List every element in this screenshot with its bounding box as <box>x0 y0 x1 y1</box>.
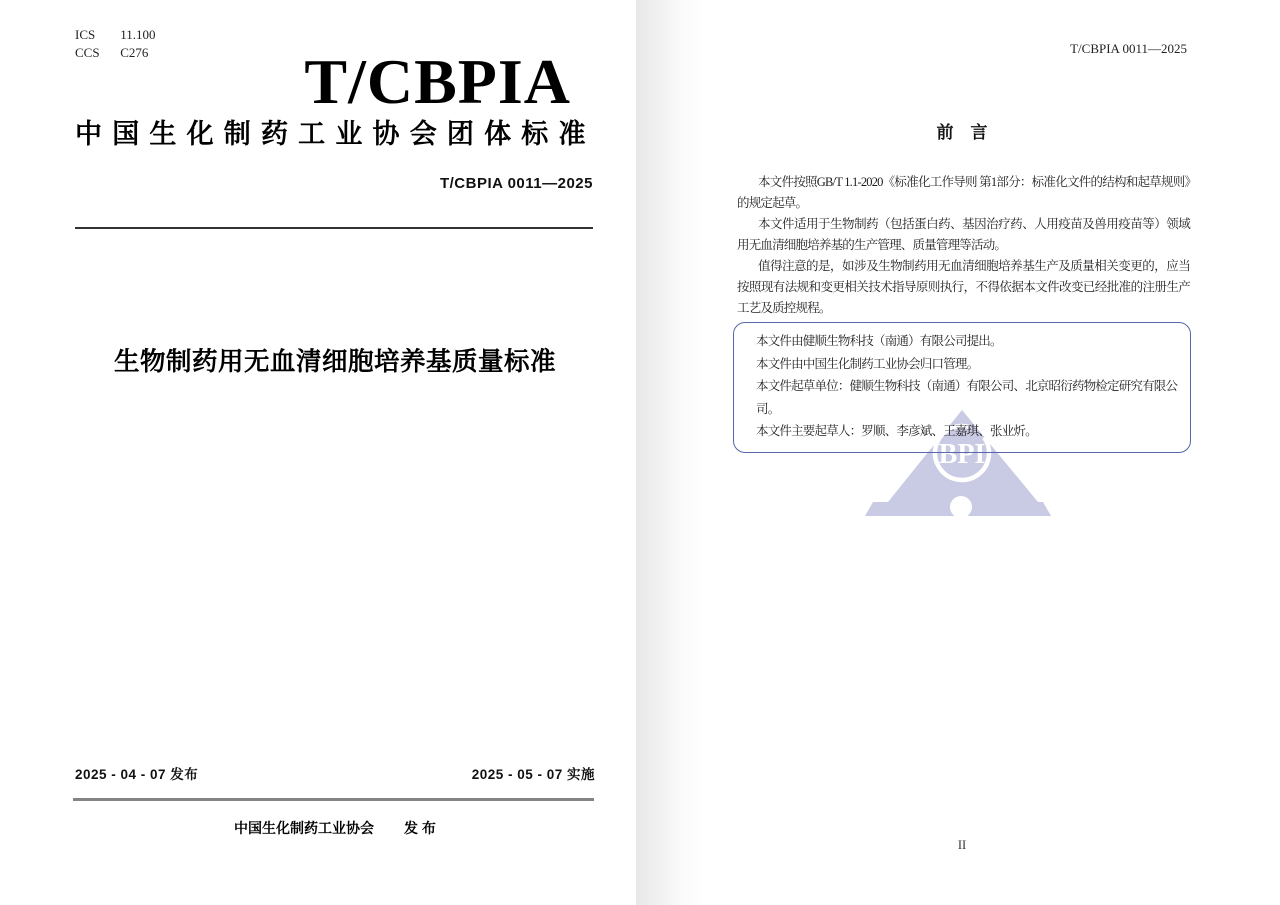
foreword-paragraph: 本文件按照GB/T 1.1-2020《标准化工作导则 第1部分：标准化文件的结构和起草规则》的规定起草。 <box>737 175 1190 210</box>
ics-value: 11.100 <box>120 27 156 42</box>
watermark-text: BPI <box>938 439 986 470</box>
publisher-name: 中国生化制药工业协会 <box>234 820 375 836</box>
foreword-body <box>737 172 1190 319</box>
foreword-heading: 前 言 <box>936 123 988 142</box>
foreword-paragraph: 本文件适用于生物制药（包括蛋白药、基因治疗药、人用疫苗及兽用疫苗等）领域用无血清细胞培养基的生产管理、质量管理等活动。 <box>737 217 1190 252</box>
cover-header-rule <box>75 227 593 229</box>
association-standard-name: 中国生化制药工业协会团体标准 <box>75 119 595 149</box>
attribution-box <box>733 322 1191 453</box>
standard-number-cover: T/CBPIA 0011—2025 <box>439 175 593 192</box>
ics-label: ICS <box>75 27 96 42</box>
attribution-line: 本文件由中国生化制药工业协会归口管理。 <box>756 356 979 371</box>
cover-page <box>0 0 636 905</box>
standard-title: 生物制药用无血清细胞培养基质量标准 <box>113 348 556 376</box>
standard-number-header: T/CBPIA 0011—2025 <box>1070 41 1187 56</box>
ics-code-row <box>75 26 156 44</box>
issue-date: 2025 - 04 - 07 发布 <box>75 767 199 782</box>
foreword-page <box>704 0 1280 905</box>
publish-label: 发 布 <box>404 820 436 836</box>
foreword-paragraph: 值得注意的是，如涉及生物制药用无血清细胞培养基生产及质量相关变更的，应当按照现有法规和变更相关技术指导原则执行，不得依据本文件改变已经批准的注册生产工艺及质控规程。 <box>737 259 1190 315</box>
page-number: II <box>957 838 967 852</box>
dates-row <box>75 763 595 783</box>
publisher-line <box>75 818 595 838</box>
cover-footer-rule <box>73 798 594 801</box>
attribution-line: 本文件起草单位：健顺生物科技（南通）有限公司、北京昭衍药物检定研究有限公司。 <box>756 379 1178 416</box>
attribution-line: 本文件由健顺生物科技（南通）有限公司提出。 <box>756 334 1002 348</box>
association-logotype: T/CBPIA <box>304 46 571 117</box>
ccs-value: C276 <box>120 45 149 60</box>
watermark-notch <box>950 496 972 518</box>
page-gutter-shadow <box>636 0 704 905</box>
ccs-label: CCS <box>75 45 100 60</box>
attribution-line: 本文件主要起草人：罗顺、李彦斌、王嘉琪、张业炘。 <box>756 424 1037 438</box>
implementation-date: 2025 - 05 - 07 实施 <box>471 767 595 782</box>
